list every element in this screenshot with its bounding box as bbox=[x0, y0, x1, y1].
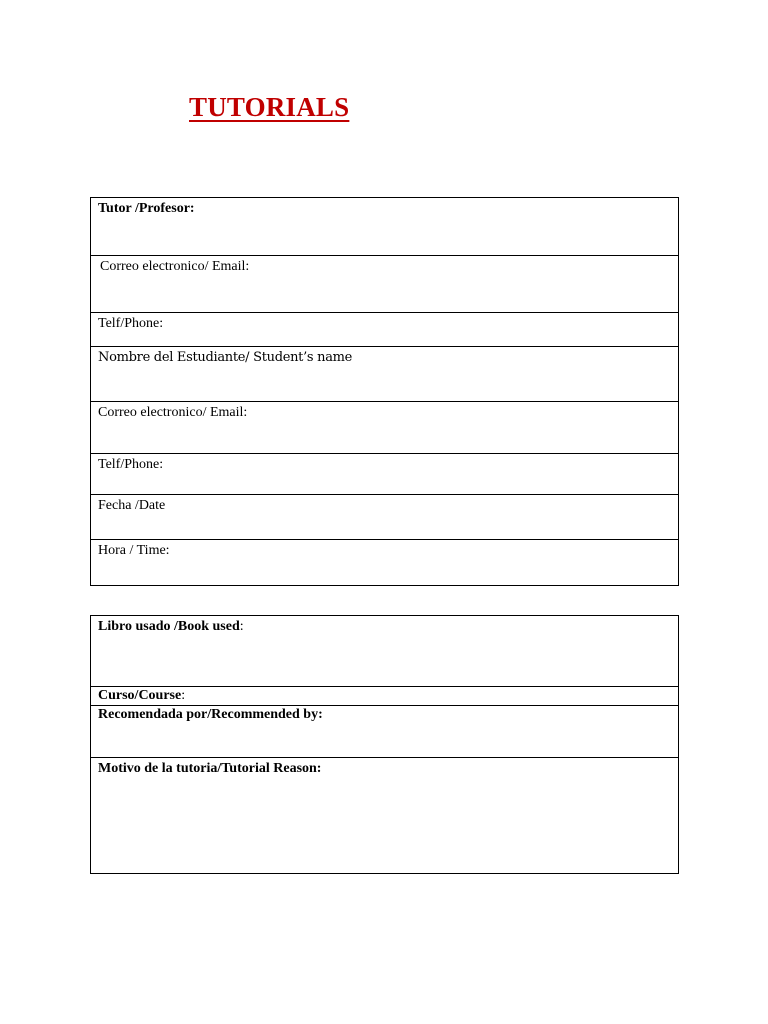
student-phone-label: Telf/Phone: bbox=[98, 457, 164, 472]
contact-table bbox=[90, 197, 679, 586]
tutor-row[interactable] bbox=[91, 198, 678, 256]
student-name-label: Nombre del Estudiante/ Student’s name bbox=[98, 350, 353, 365]
student-email-label: Correo electronico/ Email: bbox=[98, 405, 248, 420]
student-phone-row[interactable] bbox=[91, 454, 678, 495]
student-name-row[interactable] bbox=[91, 347, 678, 402]
time-label: Hora / Time: bbox=[98, 543, 170, 558]
tutor-phone-label: Telf/Phone: bbox=[98, 316, 164, 331]
course-colon: : bbox=[181, 688, 186, 703]
tutorial-reason-row[interactable] bbox=[91, 758, 678, 873]
tutor-email-row[interactable] bbox=[91, 256, 678, 313]
recommended-by-label: Recomendada por/Recommended by: bbox=[98, 707, 323, 722]
course-row[interactable] bbox=[91, 687, 678, 706]
book-used-colon: : bbox=[239, 619, 244, 634]
student-email-row[interactable] bbox=[91, 402, 678, 454]
tutor-label: Tutor /Profesor: bbox=[98, 201, 195, 216]
tutorial-reason-label: Motivo de la tutoria/Tutorial Reason: bbox=[98, 761, 322, 776]
tutor-phone-row[interactable] bbox=[91, 313, 678, 347]
book-used-label: Libro usado /Book used bbox=[98, 619, 240, 634]
page-title: TUTORIALS bbox=[189, 92, 350, 122]
details-table bbox=[90, 615, 679, 874]
course-label: Curso/Course bbox=[98, 688, 182, 703]
date-label: Fecha /Date bbox=[98, 498, 166, 513]
date-row[interactable] bbox=[91, 495, 678, 540]
time-row[interactable] bbox=[91, 540, 678, 585]
book-used-row[interactable] bbox=[91, 616, 678, 687]
tutor-email-label: Correo electronico/ Email: bbox=[100, 259, 250, 274]
recommended-by-row[interactable] bbox=[91, 706, 678, 758]
